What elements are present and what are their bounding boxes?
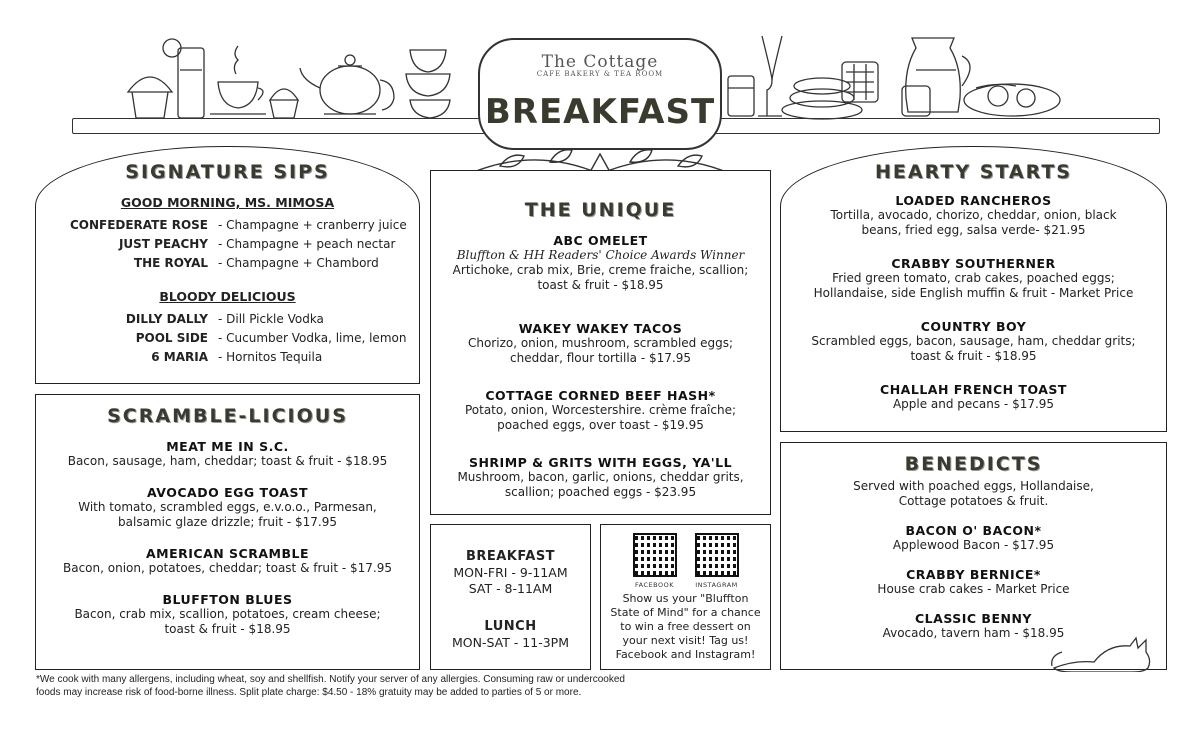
drink-name: JUST PEACHY — [118, 237, 208, 251]
menu-item — [48, 592, 407, 637]
item-name: WAKEY WAKEY TACOS — [518, 321, 683, 336]
drink-row — [36, 348, 419, 367]
item-name: COUNTRY BOY — [920, 319, 1027, 334]
item-desc: Scrambled eggs, bacon, sausage, ham, cheddar grits; toast & fruit - $18.95 — [811, 334, 1136, 363]
item-name: MEAT ME IN S.C. — [166, 439, 289, 454]
footnote-line: *We cook with many allergens, including wheat, soy and shellfish. Notify your server of any allergies. Consuming raw or undercooked — [36, 674, 625, 685]
menu-item — [48, 485, 407, 530]
item-desc: Bacon, onion, potatoes, cheddar; toast & fruit - $17.95 — [62, 561, 392, 575]
drink-row — [36, 329, 419, 348]
benedicts-title: BENEDICTS — [904, 453, 1043, 475]
hearty-panel — [780, 146, 1167, 432]
social-panel — [600, 524, 771, 670]
breakfast-illustration-right-icon — [722, 26, 1062, 122]
item-name: AMERICAN SCRAMBLE — [145, 546, 310, 561]
drink-name: 6 MARIA — [151, 350, 208, 364]
signature-sips-title: SIGNATURE SIPS — [125, 161, 330, 183]
drink-row — [36, 235, 419, 254]
menu-item — [795, 567, 1152, 597]
footnote-line: foods may increase risk of food-borne illness. Split plate charge: $4.50 - 18% gratuity may be added to parties of 5 or more. — [36, 686, 582, 698]
signature-sips-panel — [35, 146, 420, 384]
lunch-hours — [431, 619, 590, 651]
hearty-title: HEARTY STARTS — [875, 161, 1072, 183]
bloody-heading: BLOODY DELICIOUS — [159, 289, 296, 304]
drink-row — [36, 254, 419, 273]
item-name: BLUFFTON BLUES — [162, 592, 293, 607]
facebook-qr[interactable] — [633, 533, 677, 589]
item-name: BACON O' BACON* — [905, 523, 1042, 538]
menu-item — [48, 546, 407, 576]
item-name: CLASSIC BENNY — [915, 611, 1032, 626]
drink-row — [36, 216, 419, 235]
hours-line: MON-SAT - 11-3PM — [451, 635, 570, 650]
menu-item — [441, 321, 760, 366]
item-desc: Avocado, tavern ham - $18.95 — [882, 626, 1065, 640]
item-desc: House crab cakes - Market Price — [877, 582, 1070, 596]
unique-title: THE UNIQUE — [524, 199, 677, 221]
item-desc: Bacon, sausage, ham, cheddar; toast & fruit - $18.95 — [67, 454, 388, 468]
drink-desc: - Champagne + Chambord — [218, 256, 379, 270]
item-name: LOADED RANCHEROS — [895, 193, 1052, 208]
item-desc: Mushroom, bacon, garlic, onions, cheddar grits, scallion; poached eggs - $23.95 — [457, 470, 744, 499]
drink-name: DILLY DALLY — [125, 312, 208, 326]
instagram-qr[interactable] — [695, 533, 739, 589]
hours-panel — [430, 524, 591, 670]
item-name: ABC OMELET — [553, 233, 648, 248]
drink-desc: - Dill Pickle Vodka — [218, 312, 324, 326]
menu-item — [795, 319, 1152, 364]
scramble-title: SCRAMBLE-LICIOUS — [107, 405, 348, 427]
breakfast-illustration-left-icon — [110, 30, 470, 122]
hours-label: LUNCH — [484, 619, 537, 634]
item-desc: Artichoke, crab mix, Brie, creme fraiche, scallion; toast & fruit - $18.95 — [452, 263, 749, 292]
drink-name: POOL SIDE — [135, 331, 208, 345]
item-desc: Bacon, crab mix, scallion, potatoes, cream cheese; toast & fruit - $18.95 — [74, 607, 381, 636]
mimosa-heading: GOOD MORNING, MS. MIMOSA — [120, 195, 335, 210]
item-desc: Apple and pecans - $17.95 — [892, 397, 1055, 411]
item-desc: Fried green tomato, crab cakes, poached eggs; Hollandaise, side English muffin & fruit - Market Price — [813, 271, 1134, 300]
hours-line: SAT - 8-11AM — [468, 581, 553, 596]
scramble-panel — [35, 394, 420, 670]
drink-name: CONFEDERATE ROSE — [69, 218, 208, 232]
benedicts-intro: Served with poached eggs, Hollandaise, Cottage potatoes & fruit. — [853, 479, 1094, 508]
item-desc: Chorizo, onion, mushroom, scrambled eggs; cheddar, flour tortilla - $17.95 — [467, 336, 734, 365]
drink-desc: - Hornitos Tequila — [218, 350, 323, 364]
drink-name: THE ROYAL — [133, 256, 208, 270]
item-desc: With tomato, scrambled eggs, e.v.o.o., Parmesan, balsamic glaze drizzle; fruit - $17.95 — [78, 500, 377, 529]
item-name: SHRIMP & GRITS WITH EGGS, YA'LL — [468, 455, 733, 470]
menu-item — [795, 193, 1152, 238]
item-name: CHALLAH FRENCH TOAST — [880, 382, 1067, 397]
item-name: AVOCADO EGG TOAST — [146, 485, 309, 500]
menu-item — [795, 523, 1152, 553]
drink-desc: - Cucumber Vodka, lime, lemon — [218, 331, 407, 345]
menu-item — [441, 388, 760, 433]
drink-desc: - Champagne + peach nectar — [218, 237, 396, 251]
qr-label: INSTAGRAM — [695, 581, 738, 589]
qr-label: FACEBOOK — [635, 581, 674, 589]
menu-item — [48, 439, 407, 469]
unique-panel — [430, 170, 771, 515]
item-name: COTTAGE CORNED BEEF HASH* — [485, 388, 716, 403]
cat-icon — [1050, 628, 1160, 672]
hours-line: MON-FRI - 9-11AM — [453, 565, 568, 580]
award-note: Bluffton & HH Readers' Choice Awards Winner — [456, 248, 745, 262]
item-desc: Tortilla, avocado, chorizo, cheddar, onion, black beans, fried egg, salsa verde- $21.95 — [830, 208, 1117, 237]
qr-code-icon — [633, 533, 677, 577]
logo-text: The Cottage — [541, 52, 659, 72]
item-name: CRABBY BERNICE* — [906, 567, 1041, 582]
allergen-footnote — [36, 674, 736, 699]
menu-item — [441, 233, 760, 293]
menu-item — [795, 256, 1152, 301]
page-title: BREAKFAST — [484, 92, 716, 132]
drink-desc: - Champagne + cranberry juice — [218, 218, 407, 232]
qr-code-icon — [695, 533, 739, 577]
title-box — [478, 38, 722, 150]
item-name: CRABBY SOUTHERNER — [891, 256, 1056, 271]
drink-row — [36, 310, 419, 329]
menu-item — [441, 455, 760, 500]
menu-item — [795, 382, 1152, 412]
item-desc: Potato, onion, Worcestershire. crème fraîche; poached eggs, over toast - $19.95 — [464, 403, 737, 432]
item-desc: Applewood Bacon - $17.95 — [892, 538, 1055, 552]
breakfast-hours — [431, 549, 590, 597]
cottage-logo — [480, 52, 720, 78]
promo-text: Show us your "Bluffton State of Mind" for a chance to win a free dessert on your next visit! Tag us! Facebook and Instagram! — [610, 592, 761, 661]
logo-subtitle: CAFE BAKERY & TEA ROOM — [536, 70, 664, 78]
hours-label: BREAKFAST — [465, 549, 556, 564]
